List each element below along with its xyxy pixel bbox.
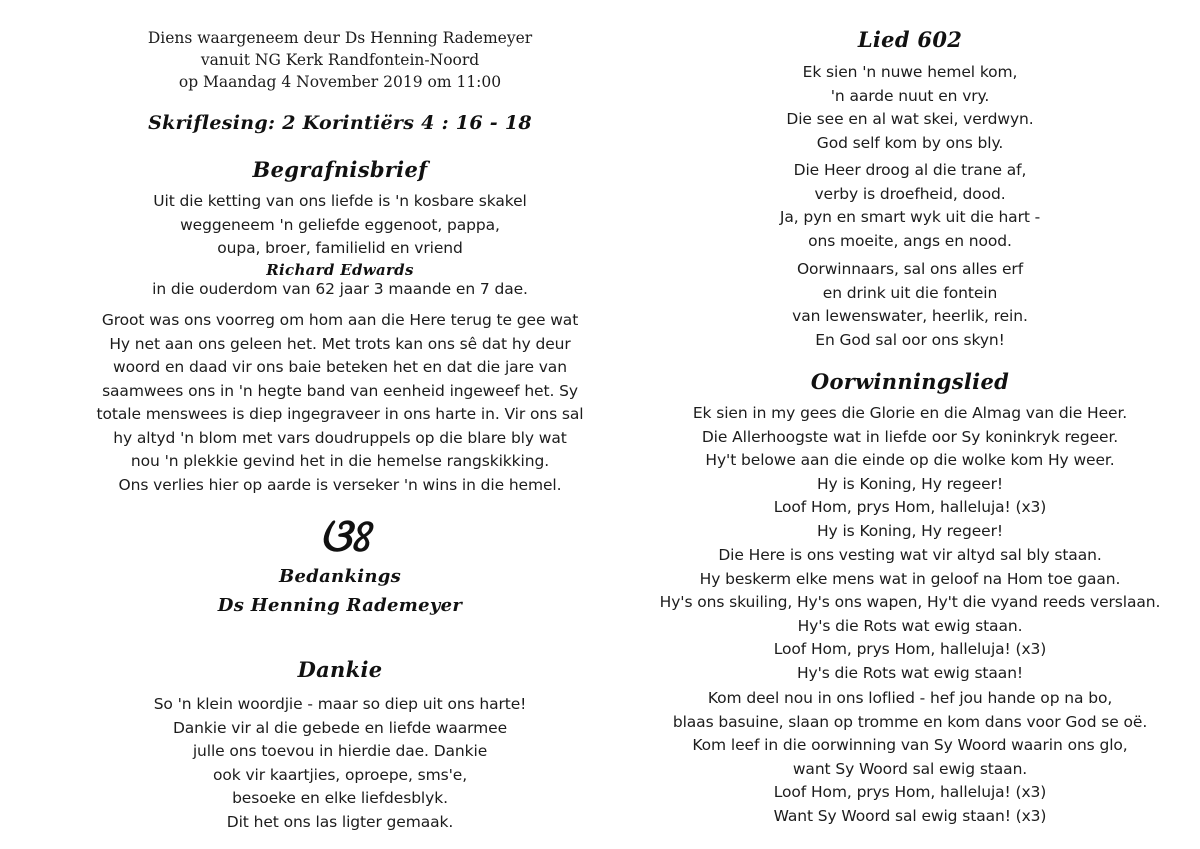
hymn-line: van lewenswater, heerlik, rein. xyxy=(792,307,1028,325)
victory-line: Die Allerhoogste wat in liefde oor Sy koninkryk regeer. xyxy=(701,427,1119,446)
hymn-line: Ek sien 'n nuwe hemel kom, xyxy=(802,63,1018,81)
dankie-line: Dit het ons las ligter gemaak. xyxy=(226,812,454,831)
funeral-letter-heading: Begrafnisbrief xyxy=(252,157,428,182)
victory-line: Hy's ons skuiling, Hy's ons wapen, Hy't die vyand reeds verslaan. xyxy=(659,593,1161,611)
dankie-line: So 'n klein woordjie - maar so diep uit ons harte! xyxy=(153,695,527,713)
hymn-heading: Lied 602 xyxy=(857,27,963,52)
victory-line: Hy't belowe aan die einde op die wolke kom Hy weer. xyxy=(705,451,1115,469)
dankie-heading: Dankie xyxy=(297,657,383,682)
victory-line: blaas basuine, slaan op tromme en kom dans voor God se oë. xyxy=(672,712,1148,731)
thanks-heading: Bedankings xyxy=(278,566,402,587)
victory-line: Kom leef in die oorwinning van Sy Woord waarin ons glo, xyxy=(692,736,1128,754)
hymn-line: en drink uit die fontein xyxy=(822,283,998,302)
hymn-line: Ja, pyn en smart wyk uit die hart - xyxy=(779,208,1041,226)
funeral-letter-body xyxy=(60,309,620,497)
body-line: nou 'n plekkie gevind het in die hemelse rangskikking. xyxy=(130,452,550,470)
victory-line: want Sy Woord sal ewig staan. xyxy=(792,759,1028,778)
dankie-text xyxy=(60,693,620,834)
age-line: in die ouderdom van 62 jaar 3 maande en 7 dae. xyxy=(152,280,528,298)
victory-line: Die Here is ons vesting wat vir altyd sal bly staan. xyxy=(718,546,1102,564)
body-line: hy altyd 'n blom met vars doudruppels op die blare bly wat xyxy=(113,428,567,447)
body-line: saamwees ons in 'n hegte band van eenheid ingeweef het. Sy xyxy=(102,381,578,400)
dankie-line: Dankie vir al die gebede en liefde waarmee xyxy=(172,718,508,737)
victory-song-heading: Oorwinningslied xyxy=(810,369,1010,394)
funeral-letter-line: oupa, broer, familielid en vriend xyxy=(217,239,463,257)
deceased-name: Richard Edwards xyxy=(266,261,414,279)
funeral-letter-line: Uit die ketting van ons liefde is 'n kosbare skakel xyxy=(153,192,527,210)
body-line: Hy net aan ons geleen het. Met trots kan ons sê dat hy deur xyxy=(109,334,571,353)
funeral-letter-line: weggeneem 'n geliefde eggenoot, pappa, xyxy=(180,215,500,234)
hymn-line: Oorwinnaars, sal ons alles erf xyxy=(796,260,1024,278)
hymn-verse-1 xyxy=(620,61,1200,155)
service-intro xyxy=(60,27,620,93)
dankie-line: ook vir kaartjies, oproepe, sms'e, xyxy=(212,765,468,784)
victory-verse-2 xyxy=(620,544,1200,685)
dankie-line: besoeke en elke liefdesblyk. xyxy=(232,789,448,807)
body-line: Groot was ons voorreg om hom aan die Here terug te gee wat xyxy=(101,311,579,329)
body-line: woord en daad vir ons baie beteken het en dat die jare van xyxy=(113,358,567,376)
victory-line: Ek sien in my gees die Glorie en die Almag van die Heer. xyxy=(692,404,1128,422)
thanks-name: Ds Henning Rademeyer xyxy=(217,595,463,616)
hymn-line: verby is droefheid, dood. xyxy=(814,184,1006,203)
victory-line: Hy is Koning, Hy regeer! xyxy=(816,474,1003,493)
service-intro-line: vanuit NG Kerk Randfontein-Noord xyxy=(200,51,480,69)
hymn-verse-2 xyxy=(620,159,1200,253)
hymn-line: Die Heer droog al die trane af, xyxy=(793,161,1027,179)
victory-verse-1 xyxy=(620,402,1200,543)
service-intro-line: Diens waargeneem deur Ds Henning Rademeyer xyxy=(147,29,533,47)
hymn-line: God self kom by ons bly. xyxy=(816,133,1004,152)
victory-verse-3 xyxy=(620,687,1200,828)
victory-line: Hy is Koning, Hy regeer! xyxy=(816,521,1003,540)
victory-line: Loof Hom, prys Hom, halleluja! (x3) xyxy=(773,640,1047,658)
victory-line: Loof Hom, prys Hom, halleluja! (x3) xyxy=(773,498,1047,516)
victory-line: Hy beskerm elke mens wat in geloof na Hom toe gaan. xyxy=(699,569,1121,588)
body-line: Ons verlies hier op aarde is verseker 'n wins in die hemel. xyxy=(118,475,562,494)
hymn-line: En God sal oor ons skyn! xyxy=(815,330,1005,349)
victory-line: Hy's die Rots wat ewig staan. xyxy=(797,616,1023,635)
ornament-icon: ଓଃ xyxy=(319,508,361,562)
victory-line: Kom deel nou in ons loflied - hef jou hande op na bo, xyxy=(707,689,1113,707)
dankie-line: julle ons toevou in hierdie dae. Dankie xyxy=(192,742,488,760)
hymn-line: Die see en al wat skei, verdwyn. xyxy=(786,110,1034,128)
funeral-letter-intro xyxy=(60,190,620,261)
hymn-line: ons moeite, angs en nood. xyxy=(808,231,1012,250)
victory-line: Want Sy Woord sal ewig staan! (x3) xyxy=(773,806,1047,825)
body-line: totale menswees is diep ingegraveer in ons harte in. Vir ons sal xyxy=(96,405,584,423)
victory-line: Hy's die Rots wat ewig staan! xyxy=(796,663,1024,682)
victory-line: Loof Hom, prys Hom, halleluja! (x3) xyxy=(773,783,1047,801)
reading-heading: Skriflesing: 2 Korintiërs 4 : 16 - 18 xyxy=(148,112,532,134)
hymn-line: 'n aarde nuut en vry. xyxy=(830,86,990,105)
hymn-verse-3 xyxy=(620,258,1200,352)
service-intro-line: op Maandag 4 November 2019 om 11:00 xyxy=(178,73,502,91)
